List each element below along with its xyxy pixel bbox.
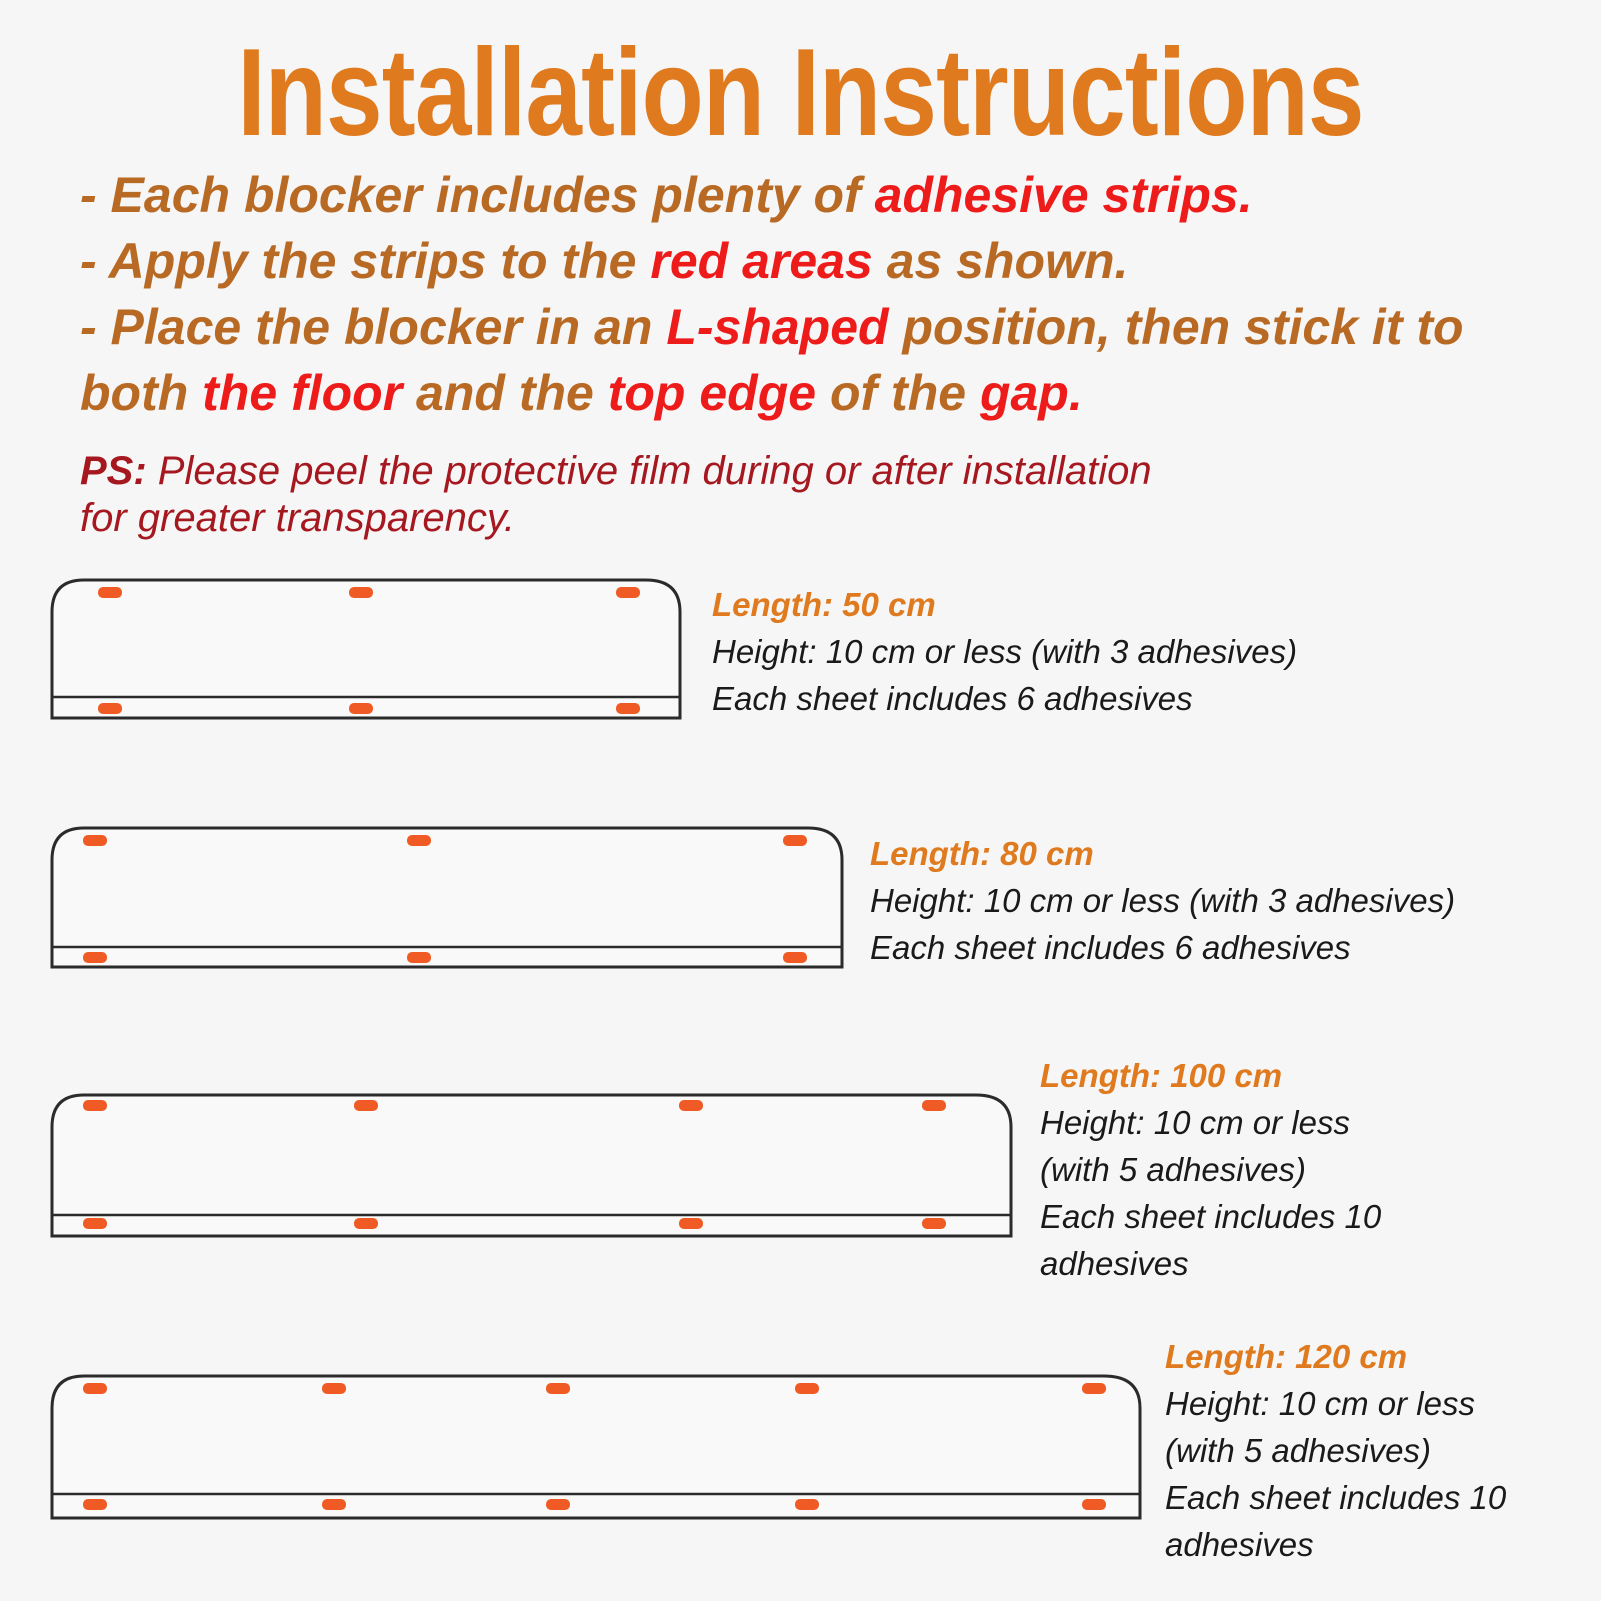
spec-height: Height: 10 cm or less (with 3 adhesives) [870,882,1456,919]
ps-line-1: Please peel the protective film during or after installation [146,449,1152,493]
adhesive-strip [83,1499,107,1510]
instruction-2-text: - Apply the strips to the [80,233,651,289]
spec-adhesive-count: Each sheet includes 6 adhesives [712,680,1193,717]
instruction-3-highlight-floor: the floor [202,365,403,421]
blocker-diagram-50cm [52,580,680,718]
adhesive-strip [616,587,640,598]
adhesive-strip [546,1499,570,1510]
instruction-3-highlight-gap: gap [979,365,1069,421]
spec-height-note: (with 5 adhesives) [1165,1432,1431,1469]
instruction-3-text-4: of the [816,365,980,421]
spec-adhesive-count-cont: adhesives [1165,1526,1314,1563]
adhesive-strip [349,587,373,598]
adhesive-strip [322,1499,346,1510]
ps-label: PS: [80,449,147,493]
spec-length: Length: 120 cm [1165,1338,1408,1375]
adhesive-strip [795,1383,819,1394]
adhesive-strip [783,952,807,963]
spec-adhesive-count: Each sheet includes 10 [1165,1479,1507,1516]
instruction-1-text: - Each blocker includes plenty of [80,167,875,223]
adhesive-strip [407,835,431,846]
adhesive-strip [546,1383,570,1394]
adhesive-strip [922,1218,946,1229]
adhesive-strip [407,952,431,963]
blocker-outline [52,1376,1140,1518]
adhesive-strip [922,1100,946,1111]
adhesive-strip [616,703,640,714]
spec-height: Height: 10 cm or less [1165,1385,1475,1422]
spec-adhesive-count: Each sheet includes 6 adhesives [870,929,1351,966]
instruction-3-text: - Place the blocker in an [80,299,667,355]
instruction-1-end: . [1238,167,1253,223]
adhesive-strip [783,835,807,846]
spec-height-note: (with 5 adhesives) [1040,1151,1306,1188]
instruction-2-highlight: red areas [650,233,873,289]
adhesive-strip [83,1218,107,1229]
adhesive-strip [322,1383,346,1394]
blocker-diagram-100cm [52,1095,1011,1236]
instruction-1-highlight: adhesive strips [874,167,1239,223]
adhesive-strip [349,703,373,714]
spec-adhesive-count: Each sheet includes 10 [1040,1198,1382,1235]
adhesive-strip [354,1100,378,1111]
spec-length: Length: 50 cm [712,586,936,623]
adhesive-strip [679,1218,703,1229]
spec-length: Length: 100 cm [1040,1057,1283,1094]
adhesive-strip [1082,1499,1106,1510]
instruction-3-text-3: and the [402,365,608,421]
spec-length: Length: 80 cm [870,835,1094,872]
adhesive-strip [98,587,122,598]
adhesive-strip [795,1499,819,1510]
adhesive-strip [1082,1383,1106,1394]
adhesive-strip [83,835,107,846]
page-title: Installation Instructions [237,24,1364,162]
spec-50cm [712,581,1297,722]
blocker-diagram-120cm [52,1376,1140,1518]
adhesive-strip [83,952,107,963]
adhesive-strip [83,1383,107,1394]
adhesive-strip [354,1218,378,1229]
spec-adhesive-count-cont: adhesives [1040,1245,1189,1282]
adhesive-strip [679,1100,703,1111]
ps-line-2: for greater transparency. [80,496,516,540]
instruction-3-end: . [1068,365,1083,421]
spec-100cm [1040,1052,1381,1287]
adhesive-strip [98,703,122,714]
instruction-3-highlight-lshaped: L-shaped [666,299,889,355]
spec-height: Height: 10 cm or less (with 3 adhesives) [712,633,1298,670]
spec-height: Height: 10 cm or less [1040,1104,1350,1141]
instruction-3-highlight-top-edge: top edge [607,365,817,421]
instruction-3-text-2: position, then stick it to both [80,299,1464,421]
adhesive-strip [83,1100,107,1111]
blocker-diagram-80cm [52,828,842,967]
instruction-2-end: as shown. [872,233,1129,289]
spec-80cm [870,830,1455,971]
spec-120cm [1165,1333,1506,1568]
